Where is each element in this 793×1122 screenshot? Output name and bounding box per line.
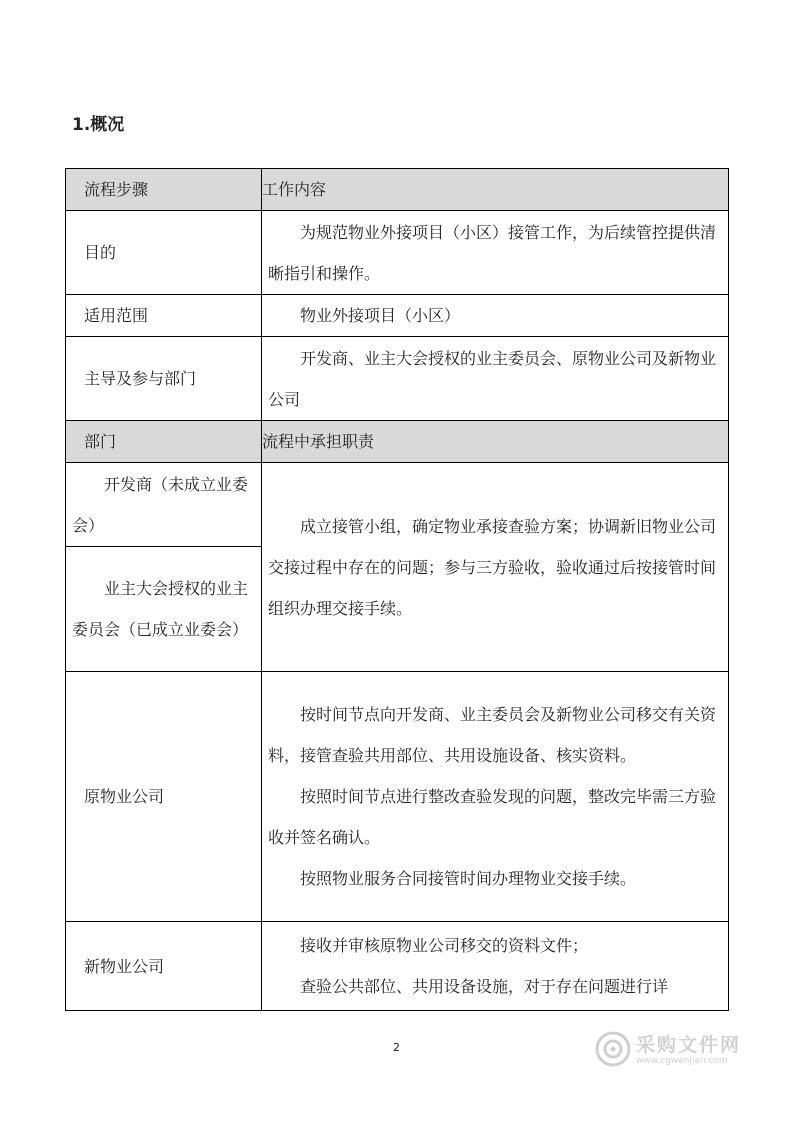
shared-duty: 成立接管小组，确定物业承接查验方案；协调新旧物业公司交接过程中存在的问题；参与三方验收，验收通过后按接管时间组织办理交接手续。 <box>268 516 717 618</box>
table-row <box>66 337 729 421</box>
row-step-departments: 主导及参与部门 <box>84 369 197 388</box>
dept-new-company: 新物业公司 <box>84 956 165 976</box>
row-content-departments: 开发商、业主大会授权的业主委员会、原物业公司及新物业公司 <box>268 348 717 409</box>
header-content: 工作内容 <box>262 169 729 211</box>
table-row <box>66 295 729 337</box>
process-table <box>65 168 729 1011</box>
table-row <box>66 922 729 1011</box>
row-step-purpose: 目的 <box>84 243 117 262</box>
header-duty: 流程中承担职责 <box>262 421 729 463</box>
watermark <box>594 1028 754 1072</box>
table-row <box>66 463 729 547</box>
table-header-row <box>66 169 729 211</box>
old-company-duty-2: 按照时间节点进行整改查验发现的问题，整改完毕需三方验收并签名确认。 <box>268 787 717 847</box>
table-row <box>66 672 729 922</box>
dept-old-company: 原物业公司 <box>84 787 165 806</box>
table-row <box>66 211 729 295</box>
watermark-logo-icon <box>594 1030 632 1068</box>
watermark-text: 采购文件网 <box>636 1034 742 1056</box>
old-company-duty-1: 按时间节点向开发商、业主委员会及新物业公司移交有关资料，接管查验共用部位、共用设施设备、核实资料。 <box>268 705 717 765</box>
dept-owners: 业主大会授权的业主委员会（已成立业委会） <box>72 579 249 639</box>
table-header-row <box>66 421 729 463</box>
dept-developer: 开发商（未成立业委会） <box>72 474 249 535</box>
new-company-duty-2: 查验公共部位、共用设备设施，对于存在问题进行详 <box>300 977 669 996</box>
header-department: 部门 <box>84 432 117 451</box>
header-step: 流程步骤 <box>84 180 149 199</box>
new-company-duty-1: 接收并审核原物业公司移交的资料文件； <box>300 936 589 955</box>
row-content-purpose: 为规范物业外接项目（小区）接管工作，为后续管控提供清晰指引和操作。 <box>268 222 717 283</box>
section-title: 1.概况 <box>72 115 125 135</box>
old-company-duty-3: 按照物业服务合同接管时间办理物业交接手续。 <box>300 869 637 888</box>
page-number: 2 <box>393 1041 400 1054</box>
row-step-scope: 适用范围 <box>84 306 149 325</box>
row-content-scope: 物业外接项目（小区） <box>300 306 461 325</box>
watermark-url: www.cgwenjian.com <box>636 1056 728 1066</box>
